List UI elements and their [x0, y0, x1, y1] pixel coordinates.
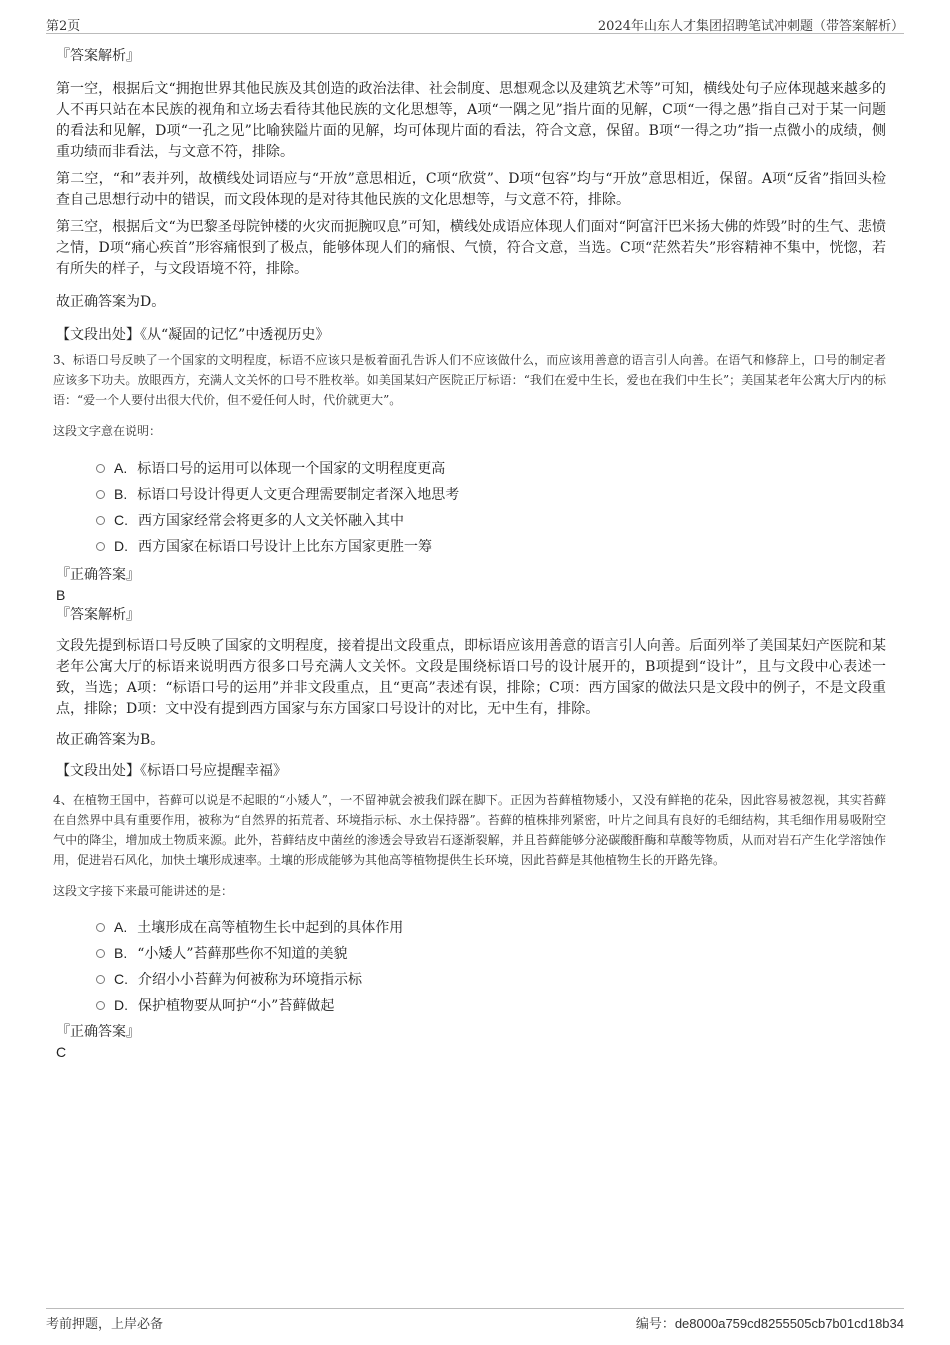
- option-letter: A.: [114, 919, 128, 935]
- correct-answer-value: B: [56, 587, 66, 603]
- document-body: [53, 46, 886, 1062]
- source-citation: 【文段出处】《从“凝固的记忆”中透视历史》: [56, 327, 330, 343]
- option-letter: B.: [114, 945, 128, 961]
- footer-divider: [46, 1308, 904, 1309]
- question-4-prompt: 这段文字接下来最可能讲述的是：: [53, 884, 234, 898]
- option-a[interactable]: [56, 455, 886, 481]
- option-text: 西方国家在标语口号设计上比东方国家更胜一筹: [138, 539, 432, 555]
- radio-icon[interactable]: [96, 923, 105, 932]
- document-code-value: de8000a759cd8255505cb7b01cd18b34: [674, 1316, 904, 1331]
- question-4-text: 4、在植物王国中，苔藓可以说是不起眼的“小矮人”，一不留神就会被我们踩在脚下。正因为苔藓植物矮小，又没有鲜艳的花朵，因此容易被忽视，其实苔藓在自然界中具有重要作用，被称为“自然界的拓荒者、环境指示标、水土保持器”。苔藓的植株排列紧密，叶片之间具有良好的毛细结构，其毛细作用易吸附空气中的降尘，增加成土物质来源。此外，苔藓结皮中菌丝的渗透会导致岩石逐渐裂解，并且苔藓能够分泌碳酸酐酶和草酸等物质，从而对岩石产生化学溶蚀作用，促进岩石风化，加快土壤形成速率。土壤的形成能够为其他高等植物提供生长环境，因此苔藓是其他植物生长的开路先锋。: [53, 793, 886, 867]
- analysis-paragraph: 文段先提到标语口号反映了国家的文明程度，接着提出文段重点，即标语应该用善意的语言引人向善。后面列举了美国某妇产医院和某老年公寓大厅的标语来说明西方很多口号充满人文关怀。文段是围绕标语口号的设计展开的，B项提到“设计”，且与文段中心表述一致，当选；A项：“标语口号的运用”并非文段重点，且“更高”表述有误，排除；C项：西方国家的做法只是文段中的例子，不是文段重点，排除；D项：文中没有提到西方国家与东方国家口号设计的对比，无中生有，排除。: [56, 638, 886, 717]
- option-letter: C.: [114, 512, 128, 528]
- document-title: 2024年山东人才集团招聘笔试冲刺题（带答案解析）: [597, 19, 904, 34]
- correct-answer-statement: 故正确答案为D。: [56, 294, 166, 310]
- radio-icon[interactable]: [96, 464, 105, 473]
- radio-icon[interactable]: [96, 975, 105, 984]
- option-text: 标语口号设计得更人文更合理需要制定者深入地思考: [137, 487, 460, 503]
- radio-icon[interactable]: [96, 949, 105, 958]
- option-letter: B.: [114, 486, 128, 502]
- option-d[interactable]: [56, 992, 886, 1018]
- source-citation: 【文段出处】《标语口号应提醒幸福》: [56, 763, 287, 779]
- correct-answer-statement: 故正确答案为B。: [56, 732, 165, 748]
- option-letter: A.: [114, 460, 128, 476]
- option-letter: D.: [114, 538, 128, 554]
- answer-analysis-label: 『答案解析』: [56, 607, 140, 623]
- option-b[interactable]: [56, 481, 886, 507]
- page-number: 第2页: [46, 19, 81, 34]
- option-a[interactable]: [56, 914, 886, 940]
- question-3-options: [56, 455, 886, 559]
- correct-answer-label: 『正确答案』: [56, 567, 140, 583]
- option-text: 西方国家经常会将更多的人文关怀融入其中: [138, 513, 404, 529]
- option-text: “小矮人”苔藓那些你不知道的美貌: [137, 946, 348, 962]
- correct-answer-value: C: [56, 1044, 67, 1060]
- option-letter: D.: [114, 997, 128, 1013]
- analysis-paragraph: 第三空，根据后文“为巴黎圣母院钟楼的火灾而扼腕叹息”可知，横线处成语应体现人们面对“阿富汗巴米扬大佛的炸毁”时的生气、悲愤之情，D项“痛心疾首”形容痛恨到了极点，能够体现人们的痛恨、气愤，符合文意，当选。C项“茫然若失”形容精神不集中，恍惚，若有所失的样子，与文段语境不符，排除。: [56, 219, 886, 277]
- header-divider: [46, 33, 904, 34]
- document-code-label: 编号：: [635, 1317, 675, 1332]
- correct-answer-label: 『正确答案』: [56, 1024, 140, 1040]
- option-text: 介绍小小苔藓为何被称为环境指示标: [138, 972, 362, 988]
- footer-motto: 考前押题，上岸必备: [46, 1317, 164, 1332]
- option-d[interactable]: [56, 533, 886, 559]
- answer-analysis-label: 『答案解析』: [56, 48, 140, 64]
- option-c[interactable]: [56, 507, 886, 533]
- analysis-paragraph: 第二空，“和”表并列，故横线处词语应与“开放”意思相近，C项“欣赏”、D项“包容”均与“开放”意思相近，保留。A项“反省”指回头检查自己思想行动中的错误，而文段体现的是对待其他民族的文化思想等，与文意不符，排除。: [56, 171, 886, 208]
- option-text: 标语口号的运用可以体现一个国家的文明程度更高: [137, 461, 446, 477]
- option-c[interactable]: [56, 966, 886, 992]
- radio-icon[interactable]: [96, 1001, 105, 1010]
- document-code: [636, 1313, 904, 1332]
- question-4-options: [56, 914, 886, 1018]
- analysis-paragraph: 第一空，根据后文“拥抱世界其他民族及其创造的政治法律、社会制度、思想观念以及建筑艺术等”可知，横线处句子应体现越来越多的人不再只站在本民族的视角和立场去看待其他民族的文化思想等，A项“一隅之见”指片面的见解，C项“一得之愚”指自己对于某一问题的看法和见解，D项“一孔之见”比喻狭隘片面的见解，均可体现片面的看法，符合文意，保留。B项“一得之功”指一点微小的成绩，侧重功绩而非看法，与文意不符，排除。: [56, 81, 886, 160]
- question-3-text: 3、标语口号反映了一个国家的文明程度，标语不应该只是板着面孔告诉人们不应该做什么，而应该用善意的语言引人向善。在语气和修辞上，口号的制定者应该多下功夫。放眼西方，充满人文关怀的口号不胜枚举。如美国某妇产医院正厅标语：“我们在爱中生长，爱也在我们中生长”；美国某老年公寓大厅内的标语：“爱一个人要付出很大代价，但不爱任何人时，代价就更大”。: [53, 353, 886, 407]
- radio-icon[interactable]: [96, 542, 105, 551]
- radio-icon[interactable]: [96, 490, 105, 499]
- option-b[interactable]: [56, 940, 886, 966]
- option-letter: C.: [114, 971, 128, 987]
- option-text: 土壤形成在高等植物生长中起到的具体作用: [137, 920, 404, 936]
- radio-icon[interactable]: [96, 516, 105, 525]
- question-3-prompt: 这段文字意在说明：: [53, 424, 162, 438]
- option-text: 保护植物要从呵护“小”苔藓做起: [138, 998, 335, 1014]
